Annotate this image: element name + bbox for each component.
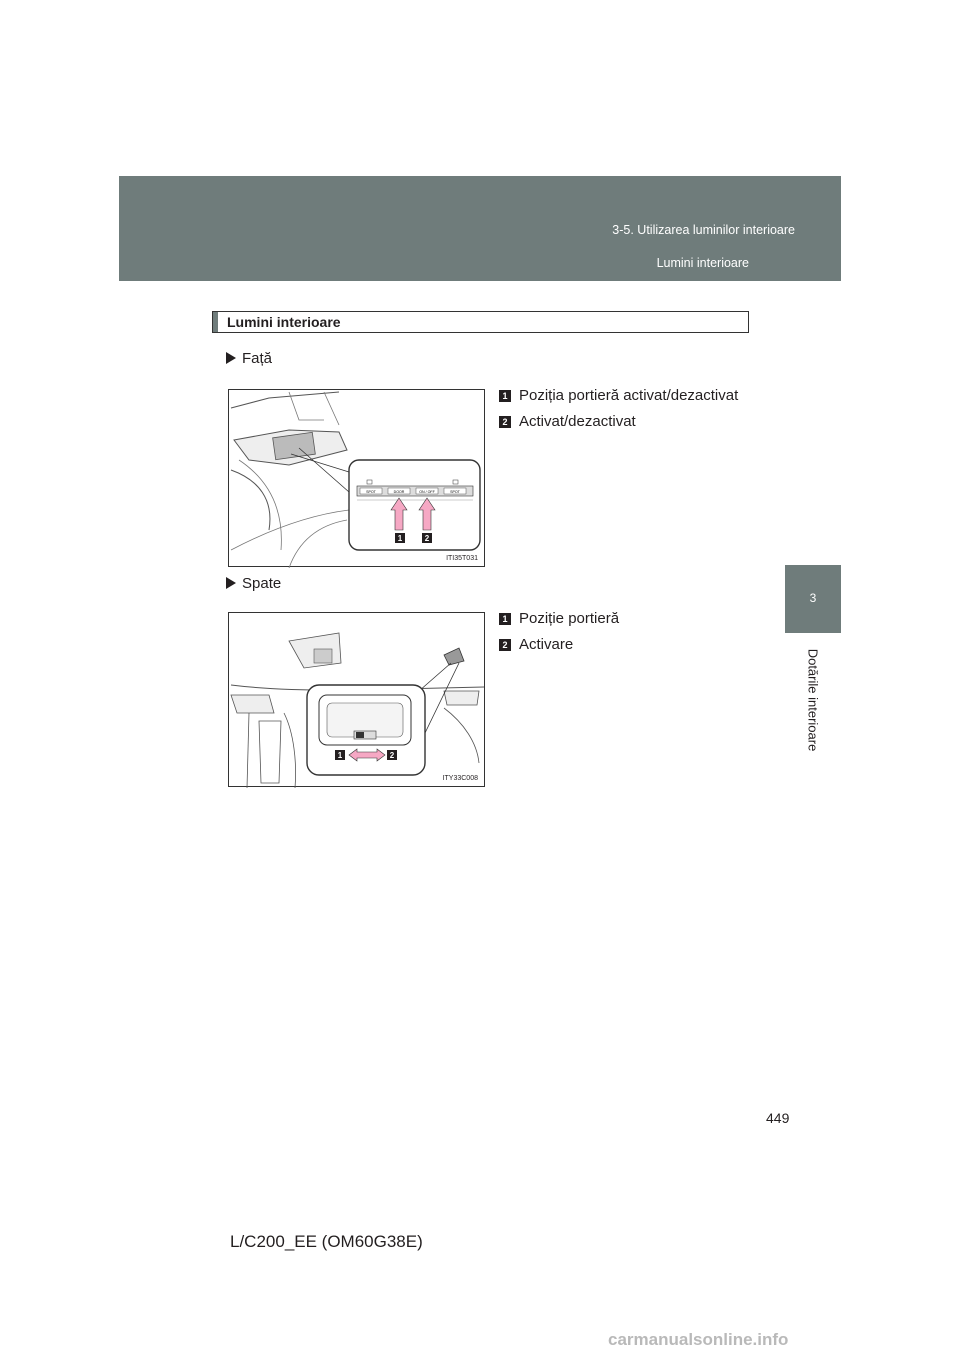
rear-subhead-text: Spate (242, 575, 282, 592)
rear-light-illustration (229, 613, 486, 788)
number-badge-1: 1 (499, 613, 511, 625)
front-light-figure (228, 389, 485, 567)
front-light-illustration (229, 390, 486, 568)
header-subsection-title: Lumini interioare (656, 256, 749, 270)
front-item-1-text: Poziția portieră activat/dezactivat (519, 387, 739, 404)
rear-item-2 (499, 636, 573, 653)
number-badge-2: 2 (499, 416, 511, 428)
switch-label-on-off: ON / OFF (419, 490, 435, 494)
page-number: 449 (766, 1110, 790, 1126)
chapter-label: Dotările interioare (805, 648, 821, 752)
chapter-number: 3 (809, 591, 817, 605)
section-heading-text: Lumini interioare (227, 314, 341, 330)
front-item-2 (499, 413, 636, 430)
rear-callout-badge-1-text: 1 (337, 751, 343, 760)
front-subhead (226, 350, 272, 367)
header-band (119, 176, 841, 281)
switch-label-spot-right: SPOT (450, 490, 460, 494)
chapter-tab (785, 565, 841, 633)
number-badge-2: 2 (499, 639, 511, 651)
section-heading-bar (213, 312, 218, 332)
rear-figure-code: ITY33C008 (442, 775, 478, 782)
switch-label-door: DOOR (393, 490, 405, 494)
triangle-bullet-icon (226, 352, 236, 364)
rear-item-1 (499, 610, 619, 627)
front-subhead-text: Față (242, 350, 273, 367)
rear-callout-badge-2-text: 2 (389, 751, 395, 760)
front-item-2-text: Activat/dezactivat (519, 413, 636, 430)
document-code: L/C200_EE (OM60G38E) (230, 1232, 423, 1251)
triangle-bullet-icon (226, 577, 236, 589)
rear-subhead (226, 575, 281, 592)
rear-item-2-text: Activare (519, 636, 574, 653)
front-figure-code: ITI35T031 (446, 555, 478, 562)
switch-label-spot-left: SPOT (366, 490, 376, 494)
header-section-title: 3-5. Utilizarea luminilor interioare (612, 223, 795, 237)
rear-item-1-text: Poziție portieră (519, 610, 620, 627)
callout-badge-1-text: 1 (397, 534, 403, 543)
front-item-1 (499, 387, 738, 404)
rear-light-figure (228, 612, 485, 787)
callout-badge-2-text: 2 (424, 534, 430, 543)
watermark: carmanualsonline.info (608, 1330, 789, 1349)
number-badge-1: 1 (499, 390, 511, 402)
section-heading (212, 311, 749, 333)
